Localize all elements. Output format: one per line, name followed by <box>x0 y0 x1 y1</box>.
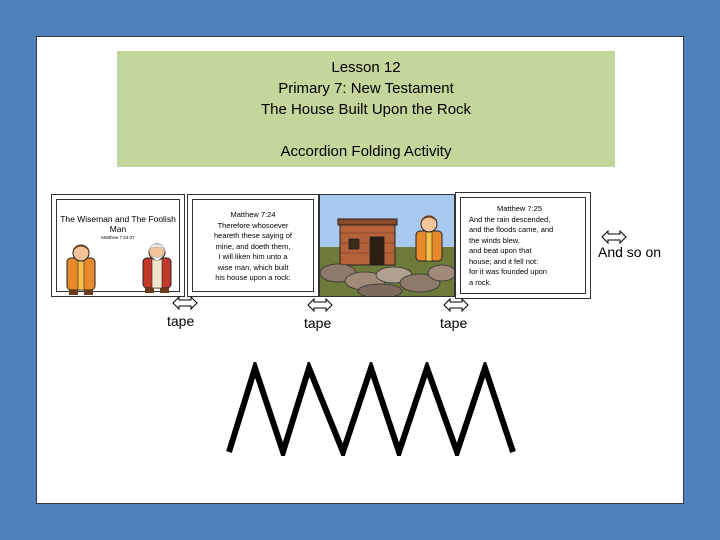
accordion-zigzag <box>225 362 521 456</box>
house-on-rock-illustration <box>320 195 454 296</box>
tape-label: tape <box>440 315 468 331</box>
verse-24-line: heareth these saying of <box>214 231 292 240</box>
card-cover-reference: Matthew 7:24-27 <box>101 235 135 240</box>
verse-24-line: Therefore whosoever <box>217 220 289 230</box>
verse-25-line: a rock. <box>469 277 492 287</box>
title-line-3: The House Built Upon the Rock <box>260 101 472 118</box>
verse-24-line: Matthew 7:24 <box>230 210 276 219</box>
card-verse-25 <box>455 192 591 299</box>
and-so-on-label: And so on <box>598 244 662 260</box>
verse-25-line: the winds blew, <box>469 235 520 245</box>
card-verse-24-text <box>193 210 313 284</box>
verse-24-line: mine, and doeth them, <box>215 241 291 251</box>
verse-25-line: And the rain descended, <box>469 214 551 224</box>
title-line-5: Accordion Folding Activity <box>280 143 452 160</box>
card-verse-25-border <box>460 197 586 294</box>
tape-label: tape <box>304 315 332 331</box>
card-verse-25-text <box>469 204 583 288</box>
wise-man-figure-icon <box>61 244 101 296</box>
title-box <box>117 51 615 167</box>
double-arrow-icon <box>172 296 198 310</box>
card-verse-24 <box>187 194 319 297</box>
verse-24-line: I will liken him unto a <box>218 252 288 261</box>
verse-25-line: house; and it fell not: <box>469 256 539 266</box>
title-line-2: Primary 7: New Testament <box>278 80 454 97</box>
verse-24-line: his house upon a rock: <box>215 273 291 282</box>
card-cover-border <box>56 199 180 292</box>
verse-25-line: and the floods came, and <box>469 225 554 234</box>
title-line-1: Lesson 12 <box>331 59 401 76</box>
verse-25-line: for it was founded upon <box>469 267 547 276</box>
double-arrow-icon <box>443 298 469 312</box>
card-cover-title: The Wiseman and The Foolish Man <box>60 214 176 234</box>
card-picture <box>319 194 455 297</box>
foolish-man-figure-icon <box>137 242 177 294</box>
verse-25-line: Matthew 7:25 <box>497 204 543 213</box>
verse-24-line: wise man, which built <box>217 262 289 272</box>
tape-label: tape <box>167 313 195 329</box>
double-arrow-icon <box>307 298 333 312</box>
card-cover <box>51 194 185 297</box>
title-line-4 <box>117 120 615 141</box>
verse-25-line: and beat upon that <box>469 246 532 255</box>
card-verse-24-border <box>192 199 314 292</box>
slide <box>36 36 684 504</box>
double-arrow-icon <box>601 230 627 244</box>
